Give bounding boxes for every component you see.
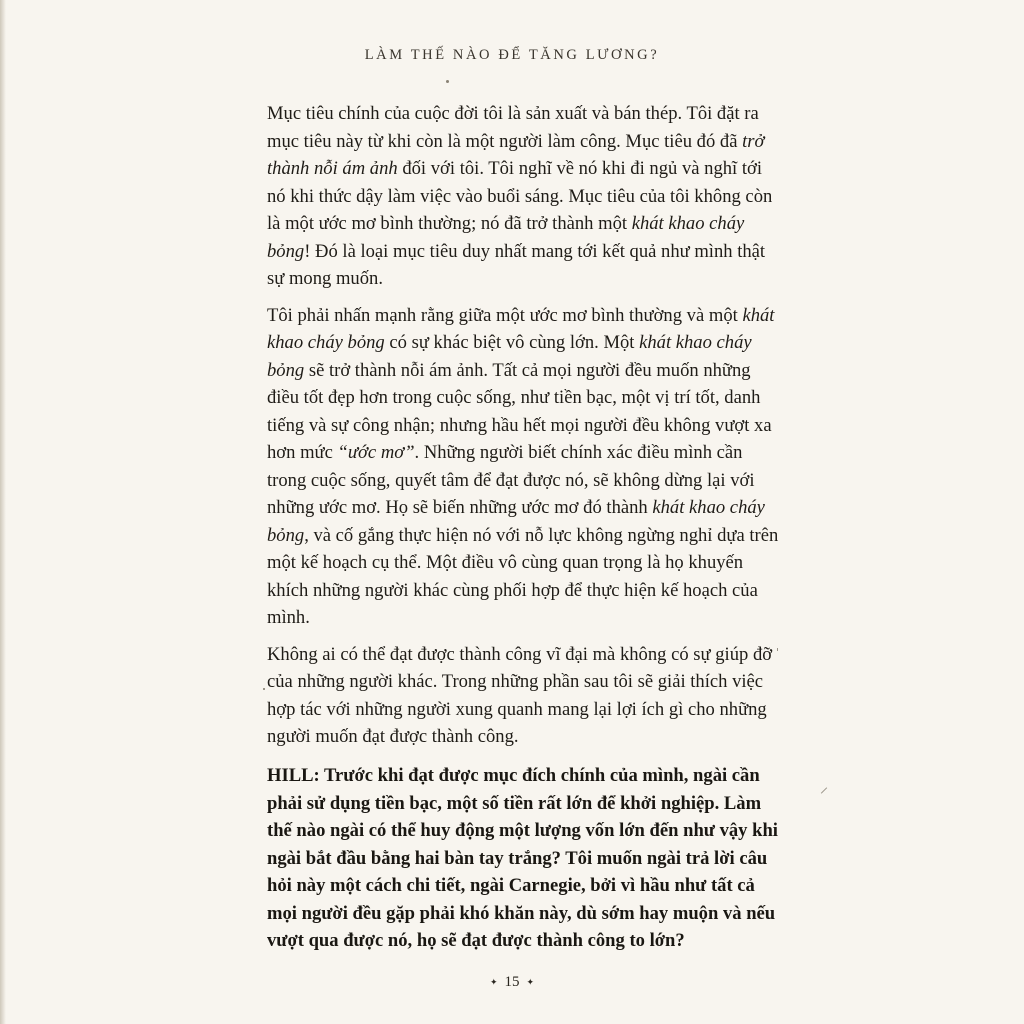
ornament-left-icon: ✦ xyxy=(489,977,498,988)
italic-emphasis: trở thành nỗi ám ảnh xyxy=(267,130,765,179)
body-text xyxy=(267,100,782,760)
page-edge-shadow xyxy=(0,0,6,1024)
text-run: ! Đó là loại mục tiêu duy nhất mang tới kết quả như mình thật sự mong muốn. xyxy=(267,240,766,289)
interview-question xyxy=(267,762,787,955)
print-speck xyxy=(263,688,265,690)
paragraph-3 xyxy=(267,641,782,751)
italic-emphasis: khát khao cháy bỏng xyxy=(267,304,775,353)
italic-emphasis: khát khao cháy bỏng xyxy=(267,213,745,262)
text-run: , và cố gắng thực hiện nó với nỗ lực không ngừng nghỉ dựa trên một kế hoạch cụ thể. Một điều vô cùng quan trọng là họ khuyến khích những người khác cùng phối hợp để thực hiện kế hoạch của mình. xyxy=(267,524,779,628)
question-text: Trước khi đạt được mục đích chính của mình, ngài cần phải sử dụng tiền bạc, một số tiền rất lớn để khởi nghiệp. Làm thế nào ngài có thể huy động một lượng vốn lớn đến như vậy khi ngài bắt đầu bằng hai bàn tay trắng? Tôi muốn ngài trả lời câu hỏi này một cách chi tiết, ngài Carnegie, bởi vì hầu như tất cả mọi người đều gặp phải khó khăn này, dù sớm hay muộn và nếu vượt qua được nó, họ sẽ đạt được thành công to lớn? xyxy=(267,765,778,951)
print-speck xyxy=(446,80,449,83)
text-run: Tôi phải nhấn mạnh rằng giữa một ước mơ bình thường và một xyxy=(267,304,743,326)
text-run: . Những người biết chính xác điều mình cần trong cuộc sống, quyết tâm để đạt được nó, sẽ không dừng lại với những ước mơ. Họ sẽ biến những ước mơ đó thành xyxy=(267,442,755,518)
text-run: Không ai có thể đạt được thành công vĩ đại mà không có sự giúp đỡ của những người khác. Trong những phần sau tôi sẽ giải thích việc hợp tác với những người xung quanh mang lại lợi ích gì cho những người muốn đạt được thành công. xyxy=(267,643,773,747)
text-run: đối với tôi. Tôi nghĩ về nó khi đi ngủ và nghĩ tới nó khi thức dậy làm việc vào buổi sáng. Mục tiêu của tôi không còn là một ước mơ bình thường; nó đã trở thành một xyxy=(267,158,773,234)
italic-emphasis: khát khao cháy bỏng xyxy=(267,497,765,546)
print-speck xyxy=(821,787,827,793)
ornament-right-icon: ✦ xyxy=(526,977,535,988)
text-run: Mục tiêu chính của cuộc đời tôi là sản xuất và bán thép. Tôi đặt ra mục tiêu này từ khi còn là một người làm công. Mục tiêu đó đã xyxy=(267,103,759,152)
print-speck xyxy=(777,648,778,651)
page-footer xyxy=(0,974,1024,991)
speaker-label: HILL: xyxy=(267,765,320,786)
running-header: LÀM THẾ NÀO ĐỂ TĂNG LƯƠNG? xyxy=(364,47,660,63)
page-number: 15 xyxy=(504,974,520,990)
italic-emphasis: “ước mơ” xyxy=(337,442,415,463)
italic-emphasis: khát khao cháy bỏng xyxy=(267,332,752,381)
text-run: sẽ trở thành nỗi ám ảnh. Tất cả mọi người đều muốn những điều tốt đẹp hơn trong cuộc sống, như tiền bạc, một vị trí tốt, danh tiếng và sự công nhận; nhưng hầu hết mọi người đều không vượt xa hơn mức xyxy=(267,359,772,463)
paragraph-2 xyxy=(267,302,782,632)
text-run: có sự khác biệt vô cùng lớn. Một xyxy=(384,332,640,353)
paragraph-1 xyxy=(267,100,782,293)
